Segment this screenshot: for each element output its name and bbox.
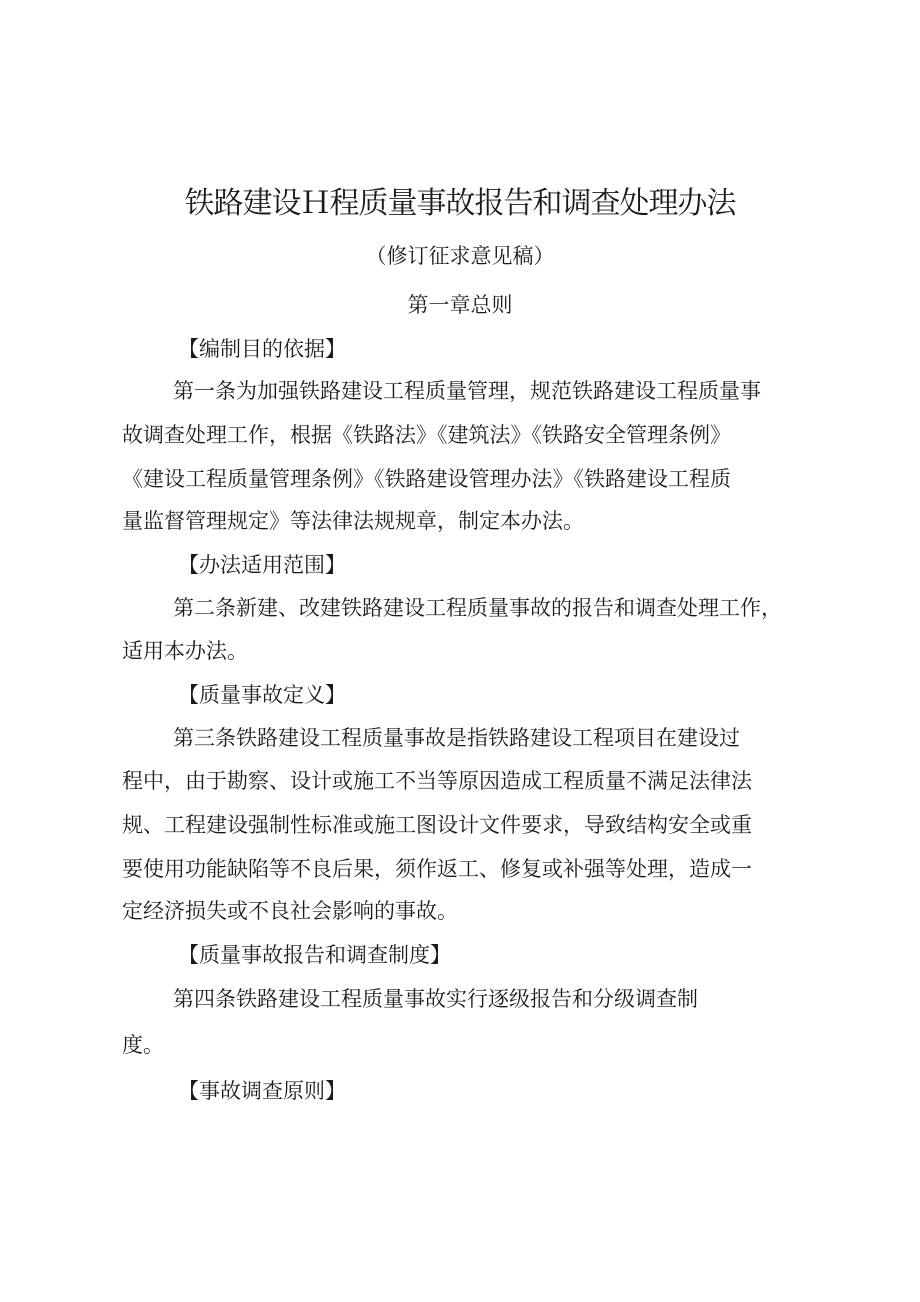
paragraph-line: 要使用功能缺陷等不良后果，须作返工、修复或补强等处理，造成一 [122,857,752,881]
section-heading-reporting-system: 【质量事故报告和调查制度】 [178,943,451,967]
paragraph-line: 量监督管理规定》等法律法规规章，制定本办法。 [122,509,584,533]
chapter-heading: 第一章总则 [407,293,513,317]
paragraph-line: 适用本办法。 [122,639,248,663]
section-heading-purpose: 【编制目的依据】 [178,337,346,361]
document-subtitle: （修订征求意见稿） [365,244,555,268]
paragraph-line: 第二条新建、改建铁路建设工程质量事故的报告和调查处理工作， [173,596,782,620]
section-heading-scope: 【办法适用范围】 [178,553,346,577]
paragraph-line: 第四条铁路建设工程质量事故实行逐级报告和分级调查制 [173,987,698,1011]
section-heading-investigation-principles: 【事故调查原则】 [178,1079,346,1103]
section-heading-definition: 【质量事故定义】 [178,683,346,707]
paragraph-line: 定经济损失或不良社会影响的事故。 [122,899,458,923]
paragraph-line: 第三条铁路建设工程质量事故是指铁路建设工程项目在建设过 [173,726,740,750]
paragraph-line: 《建设工程质量管理条例》《铁路建设管理办法》《铁路建设工程质 [122,467,731,491]
document-title: 铁路建设Ｈ程质量事故报告和调查处理办法 [184,186,736,221]
paragraph-line: 程中，由于勘察、设计或施工不当等原因造成工程质量不满足法律法 [122,769,752,793]
paragraph-line: 故调查处理工作，根据《铁路法》《建筑法》《铁路安全管理条例》 [122,423,731,447]
paragraph-line: 规、工程建设强制性标准或施工图设计文件要求，导致结构安全或重 [122,813,752,837]
paragraph-line: 第一条为加强铁路建设工程质量管理，规范铁路建设工程质量事 [173,379,761,403]
paragraph-line: 度。 [122,1033,164,1057]
